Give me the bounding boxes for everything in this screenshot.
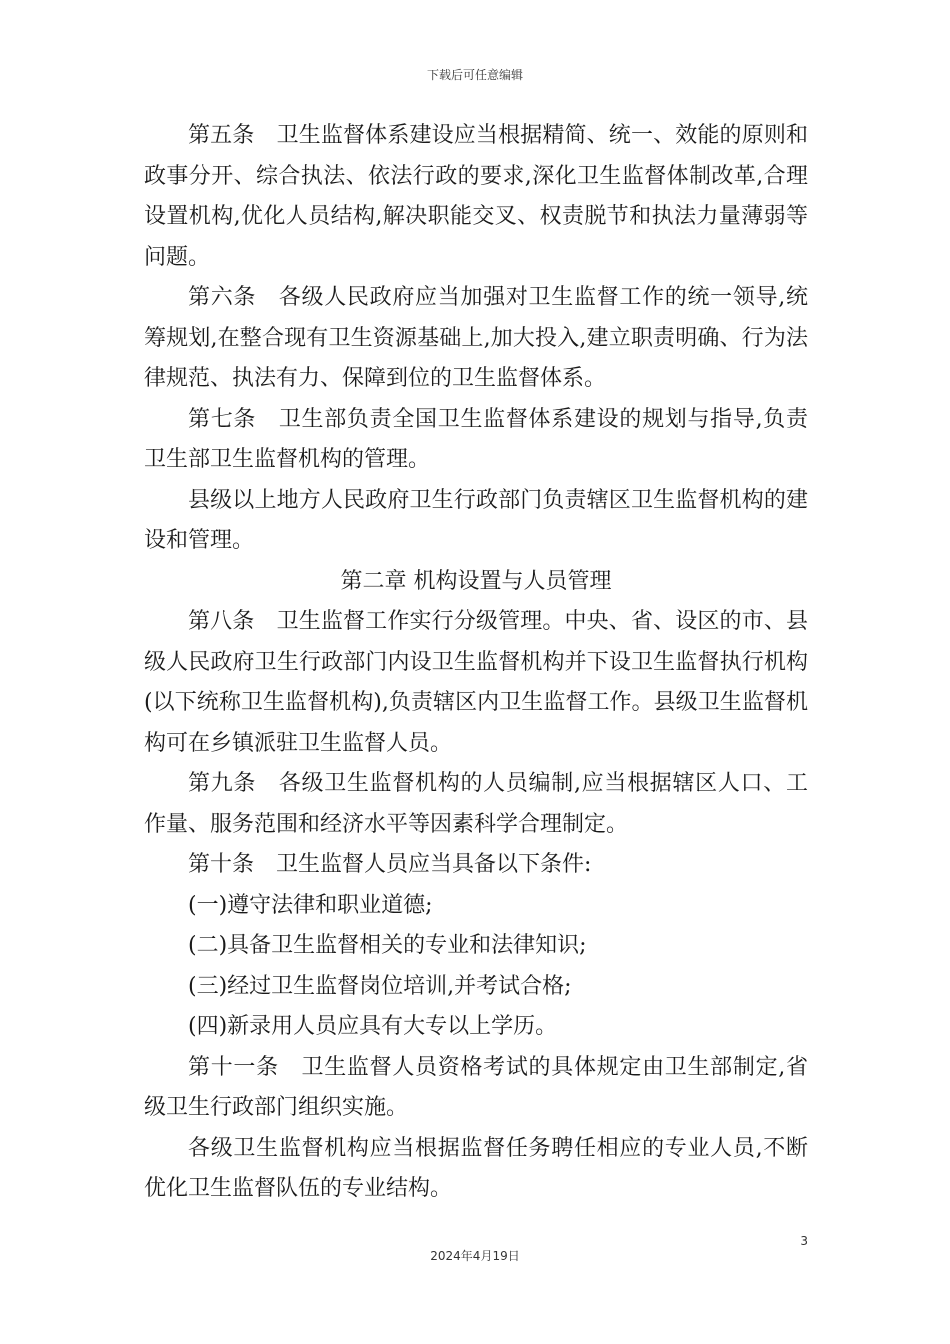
footer-date: 2024年4月19日 — [430, 1249, 520, 1263]
condition-4: (四)新录用人员应具有大专以上学历。 — [188, 1014, 558, 1039]
article-6: 第六条 各级人民政府应当加强对卫生监督工作的统一领导,统筹规划,在整合现有卫生资源基础上,加大投入,建立职责明确、行为法律规范、执法有力、保障到位的卫生监督体系。 — [144, 285, 808, 391]
condition-2: (二)具备卫生监督相关的专业和法律知识; — [188, 933, 587, 958]
article-10: 第十条 卫生监督人员应当具备以下条件: — [188, 852, 592, 877]
page-header: 下载后可任意编辑 — [426, 68, 523, 82]
article-7-continued: 县级以上地方人民政府卫生行政部门负责辖区卫生监督机构的建设和管理。 — [144, 487, 808, 553]
article-11: 第十一条 卫生监督人员资格考试的具体规定由卫生部制定,省级卫生行政部门组织实施。 — [144, 1054, 808, 1120]
document-body — [144, 116, 808, 1210]
article-7: 第七条 卫生部负责全国卫生监督体系建设的规划与指导,负责卫生部卫生监督机构的管理。 — [144, 406, 808, 472]
article-11-continued: 各级卫生监督机构应当根据监督任务聘任相应的专业人员,不断优化卫生监督队伍的专业结构。 — [144, 1135, 808, 1201]
condition-3: (三)经过卫生监督岗位培训,并考试合格; — [188, 973, 572, 999]
condition-1: (一)遵守法律和职业道德; — [188, 892, 433, 918]
page-number: 3 — [800, 1234, 808, 1248]
chapter-2-heading: 第二章 机构设置与人员管理 — [340, 568, 612, 594]
article-5: 第五条 卫生监督体系建设应当根据精简、统一、效能的原则和政事分开、综合执法、依法行政的要求,深化卫生监督体制改革,合理设置机构,优化人员结构,解决职能交叉、权责脱节和执法力量薄弱等问题。 — [144, 123, 808, 270]
article-9: 第九条 各级卫生监督机构的人员编制,应当根据辖区人口、工作量、服务范围和经济水平等因素科学合理制定。 — [144, 771, 808, 837]
article-8: 第八条 卫生监督工作实行分级管理。中央、省、设区的市、县级人民政府卫生行政部门内设卫生监督机构并下设卫生监督执行机构(以下统称卫生监督机构),负责辖区内卫生监督工作。县级卫生监督机构可在乡镇派驻卫生监督人员。 — [144, 609, 808, 756]
